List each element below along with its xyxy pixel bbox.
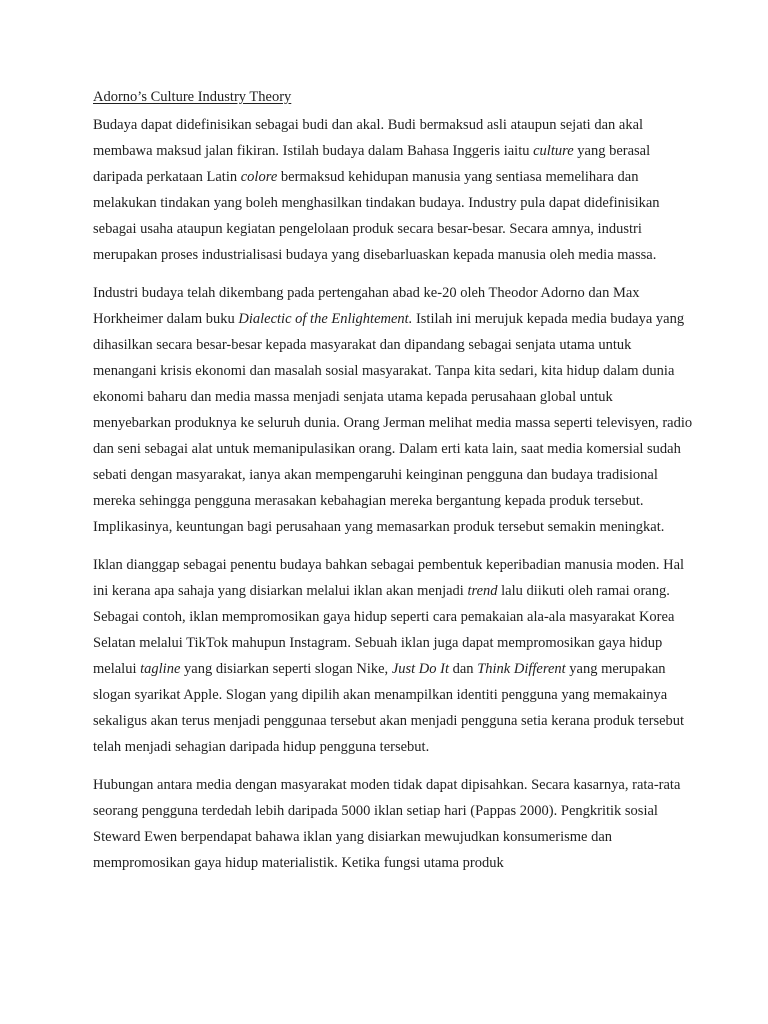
- italic-slogan-just-do-it: Just Do It: [391, 661, 449, 677]
- paragraph-segment: Hubungan antara media dengan masyarakat moden tidak dapat dipisahkan. Secara kasarnya, rata-rata seorang pengguna terdedah lebih daripada 5000 iklan setiap hari (Pappas 2000). Pengkritik sosial Steward Ewen berpendapat bahawa iklan yang disiarkan mewujudkan konsumerisme dan mempromosikan gaya hidup materialistik. Ketika fungsi utama produk: [93, 777, 681, 871]
- paragraph-segment: Industri budaya telah dikembang pada pertengahan abad ke-20 oleh Theodor Adorno dan Max Horkheimer dalam buku: [93, 285, 640, 327]
- paragraph-segment: lalu diikuti oleh ramai orang. Sebagai contoh, iklan mempromosikan gaya hidup seperti cara pemakaian ala-ala masyarakat Korea Selatan melalui TikTok mahupun Instagram. Sebuah iklan juga dapat mempromosikan gaya hidup melalui: [93, 583, 675, 677]
- paragraph-1: [93, 112, 693, 268]
- paragraph-2: [93, 280, 693, 540]
- italic-term-culture: culture: [533, 143, 574, 159]
- paragraph-segment: dan: [449, 661, 478, 677]
- paragraph-segment: yang disiarkan seperti slogan Nike,: [180, 661, 392, 677]
- paragraph-3: [93, 552, 693, 760]
- paragraph-segment: yang merupakan slogan syarikat Apple. Slogan yang dipilih akan menampilkan identiti pengguna yang memakainya sekaligus akan terus menjadi penggunaa tersebut akan menjadi pengguna setia kerana produk tersebut telah menjadi sehagian daripada hidup pengguna tersebut.: [93, 661, 685, 755]
- document-page: [93, 84, 693, 888]
- italic-term-tagline: tagline: [140, 661, 181, 677]
- paragraph-segment: Budaya dapat didefinisikan sebagai budi dan akal. Budi bermaksud asli ataupun sejati dan akal membawa maksud jalan fikiran. Istilah budaya dalam Bahasa Inggeris iaitu: [93, 117, 644, 159]
- paragraph-segment: bermaksud kehidupan manusia yang sentiasa memelihara dan melakukan tindakan yang boleh menghasilkan tindakan budaya. Industry pula dapat didefinisikan sebagai usaha ataupun kegiatan pengelolaan produk secara besar-besar. Secara amnya, industri merupakan proses industrialisasi budaya yang disebarluaskan kepada manusia oleh media massa.: [93, 169, 660, 263]
- italic-term-colore: colore: [240, 169, 278, 185]
- italic-slogan-think-different: Think Different: [477, 661, 566, 677]
- paragraph-segment: yang berasal daripada perkataan Latin: [93, 143, 651, 185]
- paragraph-segment: Istilah ini merujuk kepada media budaya yang dihasilkan secara besar-besar kepada masyarakat dan dipandang sebagai senjata utama untuk menangani krisis ekonomi dan masalah sosial masyarakat. Tanpa kita sedari, kita hidup dalam dunia ekonomi baharu dan media massa menjadi senjata utama kepada perusahaan global untuk menyebarkan produknya ke seluruh dunia. Orang Jerman melihat media massa seperti televisyen, radio dan seni sebagai alat untuk memanipulasikan orang. Dalam erti kata lain, saat media komersial sudah sebati dengan masyarakat, ianya akan mempengaruhi keinginan pengguna dan budaya tradisional mereka sehingga pengguna merasakan kebahagian mereka bergantung kepada produk tersebut. Implikasinya, keuntungan bagi perusahaan yang memasarkan produk tersebut semakin meningkat.: [93, 311, 693, 535]
- italic-term-trend: trend: [467, 583, 498, 599]
- document-title: Adorno’s Culture Industry Theory: [93, 89, 292, 105]
- paragraph-segment: Iklan dianggap sebagai penentu budaya bahkan sebagai pembentuk keperibadian manusia moden. Hal ini kerana apa sahaja yang disiarkan melalui iklan akan menjadi: [93, 557, 685, 599]
- paragraph-4: [93, 772, 693, 876]
- italic-book-title: Dialectic of the Enlightement.: [238, 311, 413, 327]
